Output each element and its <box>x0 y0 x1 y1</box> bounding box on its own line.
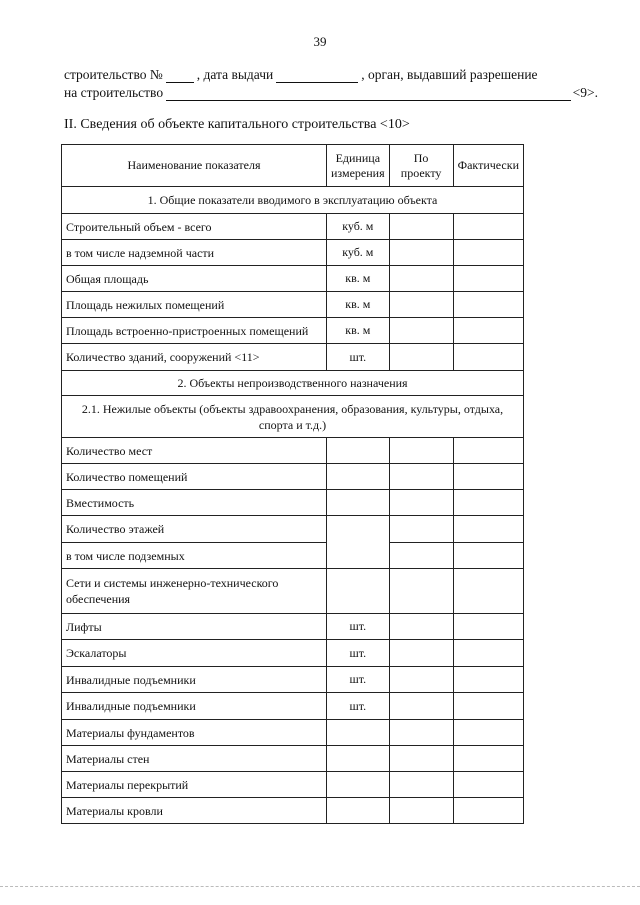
table-row <box>62 569 524 614</box>
indicator-name: Лифты <box>62 614 327 640</box>
actual-value-cell[interactable] <box>453 292 523 318</box>
indicator-name: Количество мест <box>62 438 327 464</box>
indicator-name: Сети и системы инженерно-технического обеспечения <box>62 569 327 614</box>
indicator-name: Материалы кровли <box>62 798 327 824</box>
group-title: 2.1. Нежилые объекты (объекты здравоохранения, образования, культуры, отдыха, спорта и т.д.) <box>62 396 524 438</box>
actual-value-cell[interactable] <box>453 640 523 667</box>
unit-cell <box>327 490 390 516</box>
table-row <box>62 746 524 772</box>
planned-value-cell[interactable] <box>389 516 453 543</box>
header-unit: Единица измерения <box>327 145 390 187</box>
page-number: 39 <box>313 34 327 49</box>
planned-value-cell[interactable] <box>389 266 453 292</box>
unit-cell <box>327 746 390 772</box>
indicator-name: Площадь нежилых помещений <box>62 292 327 318</box>
indicator-name: Вместимость <box>62 490 327 516</box>
footnote-ref: <9>. <box>572 85 598 100</box>
actual-value-cell[interactable] <box>453 720 523 746</box>
planned-value-cell[interactable] <box>389 667 453 693</box>
planned-value-cell[interactable] <box>389 693 453 720</box>
actual-value-cell[interactable] <box>453 543 523 569</box>
issue-date-blank <box>276 70 358 83</box>
unit-cell: кв. м <box>327 318 390 344</box>
indicator-name: Количество этажей <box>62 516 327 543</box>
intro-line-2 <box>64 84 598 101</box>
actual-value-cell[interactable] <box>453 344 523 371</box>
permit-label: строительство № <box>64 67 163 82</box>
actual-value-cell[interactable] <box>453 569 523 614</box>
actual-value-cell[interactable] <box>453 240 523 266</box>
header-actual: Фактически <box>453 145 523 187</box>
actual-value-cell[interactable] <box>453 438 523 464</box>
unit-cell <box>327 464 390 490</box>
table-row <box>62 318 524 344</box>
group-title: 2. Объекты непроизводственного назначения <box>62 371 524 396</box>
table-group-row <box>62 187 524 214</box>
unit-cell <box>327 516 390 569</box>
permit-number-blank <box>166 70 194 83</box>
planned-value-cell[interactable] <box>389 240 453 266</box>
unit-cell: шт. <box>327 693 390 720</box>
authority-blank <box>166 88 571 101</box>
indicator-name: Количество помещений <box>62 464 327 490</box>
table-row <box>62 490 524 516</box>
actual-value-cell[interactable] <box>453 214 523 240</box>
planned-value-cell[interactable] <box>389 720 453 746</box>
planned-value-cell[interactable] <box>389 292 453 318</box>
unit-cell <box>327 798 390 824</box>
header-indicator: Наименование показателя <box>62 145 327 187</box>
planned-value-cell[interactable] <box>389 318 453 344</box>
issue-date-label: , дата выдачи <box>196 67 274 82</box>
unit-cell: куб. м <box>327 214 390 240</box>
indicator-name: Строительный объем - всего <box>62 214 327 240</box>
planned-value-cell[interactable] <box>389 464 453 490</box>
table-row <box>62 543 524 569</box>
table-row <box>62 798 524 824</box>
table-group-row <box>62 371 524 396</box>
header-planned: По проекту <box>389 145 453 187</box>
actual-value-cell[interactable] <box>453 464 523 490</box>
table-row <box>62 772 524 798</box>
table-row <box>62 614 524 640</box>
table-header-row <box>62 145 524 187</box>
unit-cell <box>327 438 390 464</box>
table-group-row <box>62 396 524 438</box>
table-row <box>62 693 524 720</box>
unit-cell: шт. <box>327 640 390 667</box>
actual-value-cell[interactable] <box>453 614 523 640</box>
intro-line-1 <box>64 66 598 83</box>
table-row <box>62 516 524 543</box>
unit-cell: шт. <box>327 614 390 640</box>
unit-cell: кв. м <box>327 266 390 292</box>
planned-value-cell[interactable] <box>389 344 453 371</box>
indicator-name: Материалы фундаментов <box>62 720 327 746</box>
indicator-name: Материалы перекрытий <box>62 772 327 798</box>
indicator-name: Инвалидные подъемники <box>62 667 327 693</box>
unit-cell <box>327 772 390 798</box>
actual-value-cell[interactable] <box>453 772 523 798</box>
planned-value-cell[interactable] <box>389 490 453 516</box>
unit-cell: шт. <box>327 344 390 371</box>
planned-value-cell[interactable] <box>389 214 453 240</box>
unit-cell: шт. <box>327 667 390 693</box>
planned-value-cell[interactable] <box>389 614 453 640</box>
table-row <box>62 214 524 240</box>
indicator-name: в том числе надземной части <box>62 240 327 266</box>
table-row <box>62 720 524 746</box>
unit-cell <box>327 569 390 614</box>
unit-cell <box>327 720 390 746</box>
table-row <box>62 266 524 292</box>
table-row <box>62 667 524 693</box>
planned-value-cell[interactable] <box>389 543 453 569</box>
indicator-name: в том числе подземных <box>62 543 327 569</box>
indicator-name: Площадь встроенно-пристроенных помещений <box>62 318 327 344</box>
construction-label: на строительство <box>64 85 164 100</box>
indicator-name: Количество зданий, сооружений <11> <box>62 344 327 371</box>
actual-value-cell[interactable] <box>453 693 523 720</box>
table-row <box>62 344 524 371</box>
table-body <box>62 187 524 824</box>
issuing-authority-label: , орган, выдавший разрешение <box>361 67 538 82</box>
planned-value-cell[interactable] <box>389 772 453 798</box>
actual-value-cell[interactable] <box>453 266 523 292</box>
actual-value-cell[interactable] <box>453 798 523 824</box>
table-row <box>62 292 524 318</box>
actual-value-cell[interactable] <box>453 490 523 516</box>
planned-value-cell[interactable] <box>389 438 453 464</box>
actual-value-cell[interactable] <box>453 746 523 772</box>
indicator-name: Общая площадь <box>62 266 327 292</box>
actual-value-cell[interactable] <box>453 667 523 693</box>
table-row <box>62 438 524 464</box>
planned-value-cell[interactable] <box>389 640 453 667</box>
indicators-table <box>61 144 524 824</box>
intro-paragraph <box>64 66 598 101</box>
indicator-name: Инвалидные подъемники <box>62 693 327 720</box>
actual-value-cell[interactable] <box>453 516 523 543</box>
planned-value-cell[interactable] <box>389 798 453 824</box>
planned-value-cell[interactable] <box>389 746 453 772</box>
scan-edge-line <box>0 886 640 887</box>
indicator-name: Эскалаторы <box>62 640 327 667</box>
planned-value-cell[interactable] <box>389 569 453 614</box>
table-row <box>62 464 524 490</box>
unit-cell: кв. м <box>327 292 390 318</box>
table-row <box>62 240 524 266</box>
table-row <box>62 640 524 667</box>
group-title: 1. Общие показатели вводимого в эксплуатацию объекта <box>62 187 524 214</box>
indicator-name: Материалы стен <box>62 746 327 772</box>
unit-cell: куб. м <box>327 240 390 266</box>
section-title: II. Сведения об объекте капитального строительства <10> <box>64 117 410 132</box>
actual-value-cell[interactable] <box>453 318 523 344</box>
